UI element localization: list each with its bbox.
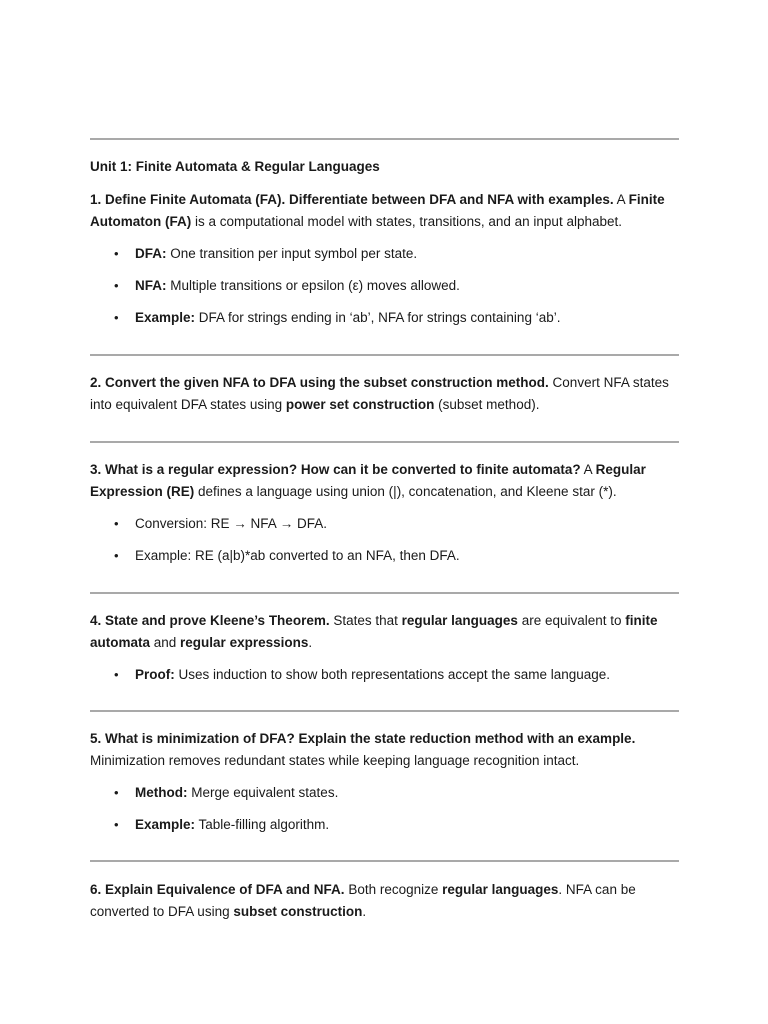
question-1-text: A [613,192,629,207]
bullet-text: Merge equivalent states. [187,785,339,800]
question-4-text: are equivalent to [517,613,626,628]
question-3-text: defines a language using union (|), concatenation, and Kleene star (*). [194,484,617,499]
question-4-heading: 4. State and prove Kleene’s Theorem. [90,613,330,628]
question-5 [90,728,679,836]
bullet-label: Example: [135,817,196,832]
question-6-text: . NFA can be converted to DFA using [90,882,636,919]
unit-section [90,156,679,178]
question-6-term: subset construction [233,904,363,919]
question-4 [90,610,679,686]
question-2-paragraph [90,372,679,416]
question-1-term: Finite Automaton (FA) [90,192,665,229]
question-1-bullets [90,243,679,329]
question-4-text: States that [329,613,402,628]
list-item [90,243,679,265]
bullet-text: Uses induction to show both representations accept the same language. [174,667,611,682]
bullet-label: NFA: [135,278,167,293]
bullet-label: DFA: [135,246,167,261]
question-4-bullets [90,664,679,686]
list-item [90,307,679,329]
question-4-term: regular languages [401,613,518,628]
question-6-text: Both recognize [344,882,443,897]
question-1-heading: 1. Define Finite Automata (FA). Differentiate between DFA and NFA with examples. [90,192,614,207]
bullet-label: Method: [135,785,188,800]
bullet-text: Example: RE (a|b)*ab converted to an NFA, then DFA. [135,548,460,563]
unit-title: Unit 1: Finite Automata & Regular Languages [90,159,380,174]
question-1 [90,189,679,329]
question-6-term: regular languages [442,882,559,897]
question-3-paragraph [90,459,679,503]
question-2-text: Convert NFA states into equivalent DFA states using [90,375,669,412]
question-3 [90,459,679,567]
divider [90,138,679,140]
list-item [90,814,679,836]
bullet-label: Proof: [135,667,175,682]
question-2-text: (subset method). [434,397,540,412]
list-item [90,275,679,297]
question-4-term: finite automata [90,613,658,650]
question-2-term: power set construction [285,397,435,412]
question-2 [90,372,679,416]
list-item [90,664,679,686]
list-item [90,513,679,535]
question-3-text: A [580,462,596,477]
divider [90,592,679,594]
question-3-term: Regular Expression (RE) [90,462,646,499]
document-page [90,0,679,1024]
question-5-text: Minimization removes redundant states while keeping language recognition intact. [90,753,580,768]
question-4-text: and [150,635,181,650]
question-6-text: . [362,904,367,919]
divider [90,441,679,443]
question-6-paragraph [90,879,679,923]
divider [90,710,679,712]
question-3-bullets [90,513,679,567]
bullet-text: Multiple transitions or epsilon (ε) moves allowed. [166,278,460,293]
question-1-text: is a computational model with states, transitions, and an input alphabet. [191,214,622,229]
question-5-heading: 5. What is minimization of DFA? Explain the state reduction method with an example. [90,731,636,746]
question-5-paragraph [90,728,679,772]
question-2-heading: 2. Convert the given NFA to DFA using the subset construction method. [90,375,549,390]
bullet-text: Conversion: RE → NFA → DFA. [135,516,328,531]
bullet-text: Table-filling algorithm. [195,817,330,832]
question-1-paragraph [90,189,679,233]
list-item [90,782,679,804]
bullet-text: DFA for strings ending in ‘ab’, NFA for strings containing ‘ab’. [195,310,561,325]
question-6-heading: 6. Explain Equivalence of DFA and NFA. [90,882,345,897]
bullet-text: One transition per input symbol per state. [166,246,418,261]
list-item [90,545,679,567]
divider [90,354,679,356]
divider [90,860,679,862]
bullet-label: Example: [135,310,196,325]
question-6 [90,879,679,923]
question-4-term: regular expressions [180,635,309,650]
question-4-text: . [308,635,313,650]
question-5-bullets [90,782,679,836]
question-4-paragraph [90,610,679,654]
question-3-heading: 3. What is a regular expression? How can it be converted to finite automata? [90,462,581,477]
